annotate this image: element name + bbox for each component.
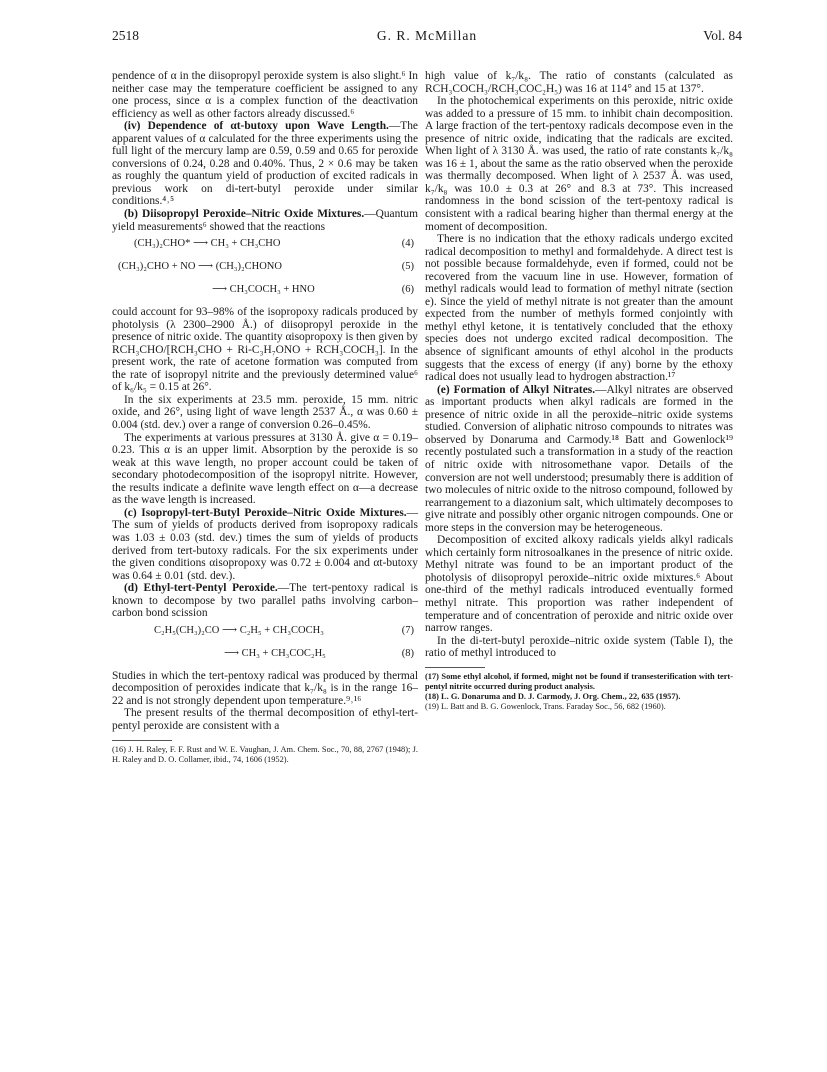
section-heading: (c) Isopropyl-tert-Butyl Peroxide–Nitric Oxide Mixtures. [124, 506, 407, 519]
paragraph: There is no indication that the ethoxy radicals undergo excited radical decomposition to methyl and formaldehyde. A direct test is not possible because formaldehyde, even if formed, could not be recovered from the vacuum line in use. However, formation of methyl radicals would lead to formation of methyl nitrate (section e). Since the yield of methyl nitrate is not greater than the amount expected from the number of methyls formed conjointly with methyl ethyl ketone, it is tentatively concluded that the ethoxy species does not undergo excited radical decomposition. The absence of significant amounts of ethyl alcohol in the products suggests that the excess of energy (if any) borne by the ethoxy radical does not usually lead to hydrogen abstraction.¹⁷ [425, 233, 733, 384]
footnote-18: (18) L. G. Donaruma and D. J. Carmody, J. Org. Chem., 22, 635 (1957). [425, 691, 681, 701]
paragraph: In the six experiments at 23.5 mm. peroxide, 15 mm. nitric oxide, and 26°, using light of wave length 2537 Å., α was 0.60 ± 0.004 (std. dev.) over a range of conversion 0.26–0.45%. [112, 393, 418, 432]
equation-5 [112, 261, 418, 279]
footnote-rule [112, 740, 172, 741]
equation-body: (CH₃)₂CHO* ⟶ CH₃ + CH₃CHO [134, 238, 281, 250]
equation-4 [112, 238, 418, 256]
equation-number: (4) [401, 238, 414, 250]
paragraph: The present results of the thermal decomposition of ethyl-tert-pentyl peroxide are consistent with a [112, 707, 418, 732]
page-number: 2518 [112, 28, 139, 43]
paragraph: pendence of α in the diisopropyl peroxide system is also slight.⁶ In neither case may the temperature coefficient be assigned to any one process, since α is a complex function of the deactivation efficiency as well as other factors already discussed.⁶ [112, 70, 418, 120]
paragraph: Studies in which the tert-pentoxy radical was produced by thermal decomposition of peroxides indicate that k₇/k₈ is in the range 16–22 and is not strongly dependent upon temperature.⁹˒¹⁶ [112, 669, 418, 707]
equation-number: (7) [401, 624, 414, 636]
paragraph: (c) Isopropyl-tert-Butyl Peroxide–Nitric Oxide Mixtures.—The sum of yields of products derived from isopropoxy radicals was 1.03 ± 0.03 (std. dev.) times the sum of yields of products derived from tert-butoxy radicals. For the six experiments under the given conditions αisopropoxy was 0.72 ± 0.004 and αt-butoxy was 0.64 ± 0.01 (std. dev.). [112, 506, 418, 582]
equation-7 [112, 625, 418, 643]
paragraph: The experiments at various pressures at 3130 Å. give α = 0.19–0.23. This α is an upper limit. Absorption by the peroxide is so weak at this wave length, no proper account could be taken of secondary photodecomposition of the isopropyl nitrite. However, the results indicate a definite wave length effect on α—a decrease as the wave length is increased. [112, 431, 418, 507]
paragraph: (e) Formation of Alkyl Nitrates.—Alkyl nitrates are observed as important products when alkyl radicals are formed in the presence of nitric oxide in all the peroxide–nitric oxide systems studied. Conversion of aliphatic nitroso compounds to nitrates was observed by Donaruma and Carmody.¹⁸ Batt and Gowenlock¹⁹ recently postulated such a transformation in a study of the reaction of nitric oxide with nitrosomethane vapor. Details of the conversion are not well understood; presumably there is addition of two molecules of nitric oxide to the nitroso compound, followed by rearrangement to a diazonium salt, which ultimately decomposes to give nitrate and possibly other organic nitrogen compounds. One or more steps in the conversion may be heterogeneous. [425, 383, 733, 534]
equation-body: C₂H₅(CH₃)₂CO ⟶ C₂H₅ + CH₃COCH₃ [154, 624, 324, 636]
running-author: G. R. McMillan [376, 28, 478, 43]
equation-6 [112, 284, 418, 302]
section-heading: (iv) Dependence of αt-butoxy upon Wave Length. [124, 120, 389, 133]
footnote-rule [425, 667, 485, 668]
volume-label: Vol. 84 [703, 28, 742, 43]
equation-number: (8) [401, 647, 414, 659]
equation-number: (6) [401, 284, 414, 296]
equation-number: (5) [401, 261, 414, 273]
paragraph: (b) Diisopropyl Peroxide–Nitric Oxide Mixtures.—Quantum yield measurements⁶ showed that the reactions [112, 208, 418, 233]
section-heading: (d) Ethyl-tert-Pentyl Peroxide. [124, 582, 278, 595]
equation-body: ⟶ CH₃COCH₃ + HNO [212, 284, 315, 296]
equation-body: ⟶ CH₃ + CH₃COC₂H₅ [224, 647, 326, 659]
paragraph: could account for 93–98% of the isopropoxy radicals produced by photolysis (λ 2300–2900 Å.) of diisopropyl peroxide in the presence of nitric oxide. The quantity αisopropoxy is then given by RCH₃CHO/[RCH₃CHO + Ri-C₃H₇ONO + RCH₃COCH₃]. In the present work, the rate of acetone formation was computed from the rate of isopropyl nitrite and the previously determined value⁶ of k₆/k₅ = 0.15 at 26°. [112, 306, 418, 394]
page-header [112, 28, 742, 48]
equation-body: (CH₃)₂CHO + NO ⟶ (CH₃)₂CHONO [118, 261, 282, 273]
right-column [425, 70, 733, 712]
paragraph: (d) Ethyl-tert-Pentyl Peroxide.—The tert-pentoxy radical is known to decompose by two parallel paths involving carbon–carbon bond scission [112, 582, 418, 620]
paragraph: high value of k₇/k₈. The ratio of constants (calculated as RCH₃COCH₃/RCH₃COC₂H₅) was 16 at 114° and 15 at 137°. [425, 70, 733, 95]
paragraph: In the photochemical experiments on this peroxide, nitric oxide was added to a pressure of 15 mm. to inhibit chain decomposition. A large fraction of the tert-pentoxy radicals decompose even in the presence of nitric oxide, indicating that the radicals are excited. When light of λ 3130 Å. was used, the ratio of rate constants k₇/k₈ was 16 ± 1, about the same as the ratio observed when the peroxide was thermally decomposed. When light of λ 2537 Å. was used, k₇/k₈ was 10.0 ± 0.3 at 26° and 8.3 at 73°. This increased randomness in the bond scission of the tert-pentoxy radical is consistent with a radical bearing higher than thermal energy at the moment of decomposition. [425, 95, 733, 233]
left-column [112, 70, 418, 765]
paragraph: In the di-tert-butyl peroxide–nitric oxide system (Table I), the ratio of methyl introduced to [425, 634, 733, 660]
paragraph: Decomposition of excited alkoxy radicals yields alkyl radicals which certainly form nitrosoalkanes in the presence of nitric oxide. Methyl nitrate was found to be an important product of the photolysis of diisopropyl peroxide–nitric oxide mixtures.⁶ About one-third of the methyl radicals introduced eventually formed methyl nitrate. This proportion was rather independent of temperature and of concentration of peroxide and nitric oxide over narrow ranges. [425, 534, 733, 635]
footnote-19: (19) L. Batt and B. G. Gowenlock, Trans. Faraday Soc., 56, 682 (1960). [425, 701, 666, 711]
footnote-16: (16) J. H. Raley, F. F. Rust and W. E. Vaughan, J. Am. Chem. Soc., 70, 88, 2767 (1948); J. H. Raley and D. O. Collamer, ibid., 74, 1606 (1952). [112, 744, 418, 764]
equation-8 [112, 648, 418, 666]
section-heading: (e) Formation of Alkyl Nitrates. [437, 383, 596, 396]
paragraph: (iv) Dependence of αt-butoxy upon Wave Length.—The apparent values of α calculated for the three experiments using the full light of the mercury lamp are 0.59, 0.59 and 0.65 for peroxide conversions of 0.24, 0.28 and 0.40%. Thus, 2 × 0.6 may be taken as roughly the quantum yield of production of excited radicals in previous work on di-tert-butyl peroxide under similar conditions.⁴˒⁵ [112, 120, 418, 208]
footnote-17: (17) Some ethyl alcohol, if formed, might not be found if transesterification with tert-pentyl nitrite occurred during product analysis. [425, 671, 733, 691]
section-heading: (b) Diisopropyl Peroxide–Nitric Oxide Mixtures. [124, 208, 365, 221]
